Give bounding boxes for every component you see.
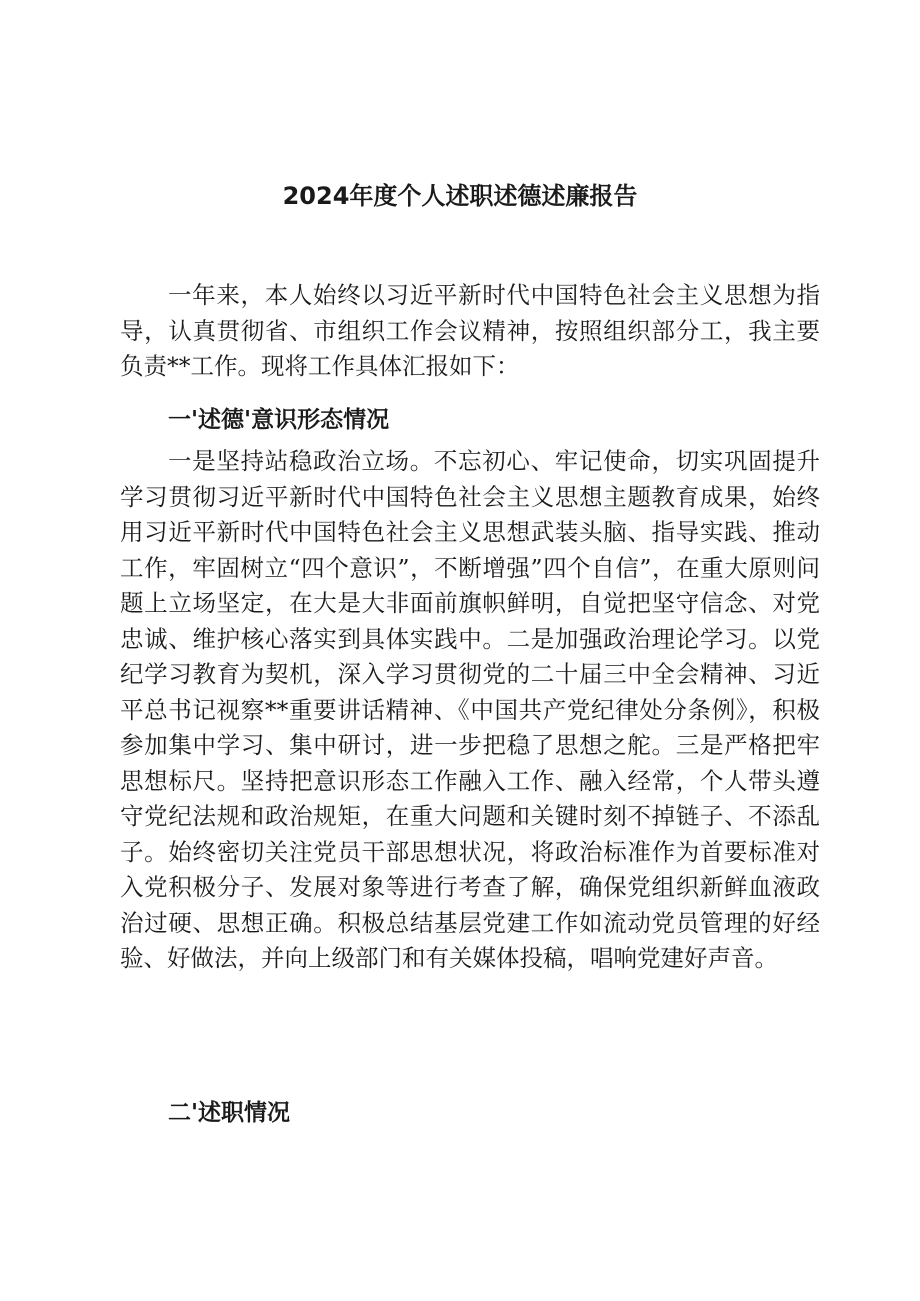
- document-title: 2024年度个人述职述德述廉报告: [282, 182, 638, 210]
- section-1-paragraph: 一是坚持站稳政治立场。不忘初心、牢记使命，切实巩固提升学习贯彻习近平新时代中国特色社会主义思想主题教育成果，始终用习近平新时代中国特色社会主义思想武装头脑、指导实践、推动工作，牢固树立“四个意识”，不断增强”四个自信”，在重大原则问题上立场坚定，在大是大非面前旗帜鲜明，自觉把坚守信念、对党忠诚、维护核心落实到具体实践中。二是加强政治理论学习。以党纪学习教育为契机，深入学习贯彻党的二十届三中全会精神、习近平总书记视察**重要讲话精神、《中国共产党纪律处分条例》，积极参加集中学习、集中研讨，进一步把稳了思想之舵。三是严格把牢思想标尺。坚持把意识形态工作融入工作、融入经常，个人带头遵守党纪法规和政治规矩，在重大问题和关键时刻不掉链子、不添乱子。始终密切关注党员干部思想状况，将政治标准作为首要标准对入党积极分子、发展对象等进行考查了解，确保党组织新鲜血液政治过硬、思想正确。积极总结基层党建工作如流动党员管理的好经验、好做法，并向上级部门和有关媒体投稿，唱响党建好声音。: [120, 447, 820, 972]
- section-heading-2: 二'述职情况: [168, 1100, 291, 1126]
- section-heading-1: 一'述德'意识形态情况: [168, 407, 390, 433]
- intro-paragraph: 一年来，本人始终以习近平新时代中国特色社会主义思想为指导，认真贯彻省、市组织工作会议精神，按照组织部分工，我主要负责**工作。现将工作具体汇报如下：: [120, 281, 820, 380]
